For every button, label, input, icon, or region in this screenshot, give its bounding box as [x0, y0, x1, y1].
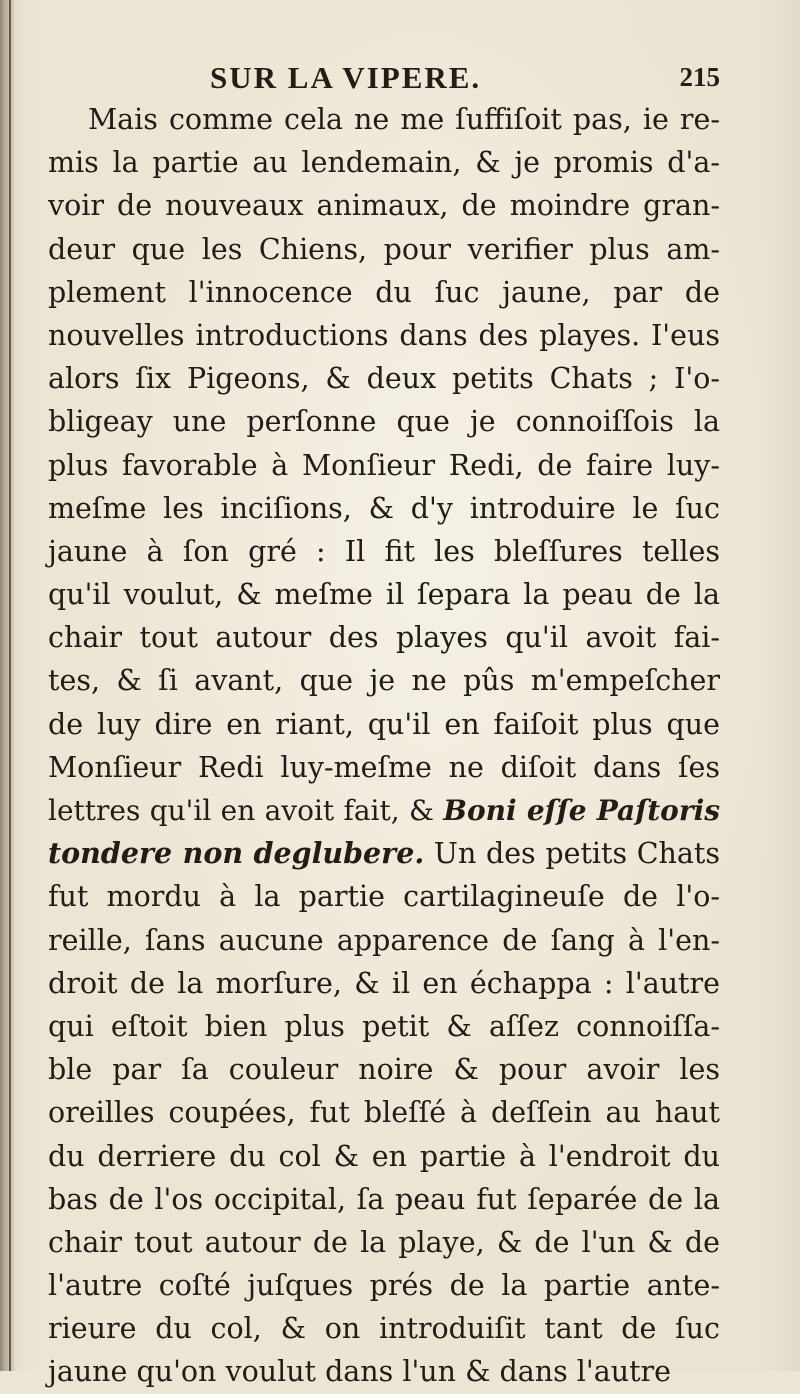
text-line: droit de la morſure, & il en échappa : l'autre: [48, 966, 720, 1000]
text-line-with-latin: [48, 789, 720, 832]
text-line: oreilles coupées, fut bleſſé à deſſein au haut: [48, 1096, 720, 1130]
text-line-with-latin: [48, 832, 720, 875]
text-line: qu'il voulut, & meſme il ſepara la peau de la: [48, 578, 720, 612]
text-line: voir de nouveaux animaux, de moindre gran-: [48, 189, 720, 223]
text-line: l'autre coſté juſques prés de la partie ante-: [48, 1269, 720, 1303]
text-line: ble par ſa couleur noire & pour avoir les: [48, 1053, 720, 1087]
text-line: Mais comme cela ne me ſuffiſoit pas, ie re-: [88, 103, 720, 136]
body-text: [48, 98, 720, 1394]
text-line: mis la partie au lendemain, & je promis d'a-: [48, 146, 720, 180]
text-line: meſme les inciſions, & d'y introduire le ſuc: [48, 491, 720, 525]
page-binding-edge: [9, 0, 11, 1371]
latin-quote-part-1: Boni eſſe Paſtoris: [443, 794, 720, 827]
page-binding-shadow: [0, 0, 14, 1371]
text-line: bligeay une perſonne que je connoiſſois la: [48, 405, 720, 439]
latin-quote-part-2: tondere non deglubere.: [48, 836, 425, 871]
text-line: plement l'innocence du ſuc jaune, par de: [48, 275, 720, 309]
text-line: bas de l'os occipital, ſa peau fut ſeparée de la: [48, 1182, 720, 1216]
text-line: fut mordu à la partie cartilagineuſe de l'o-: [48, 880, 720, 914]
text-line: tes, & ſi avant, que je ne pûs m'empeſcher: [48, 664, 720, 698]
text-line: jaune qu'on voulut dans l'un & dans l'autre: [48, 1355, 672, 1389]
page-header: [48, 54, 720, 98]
text-segment: lettres qu'il en avoit fait, &: [48, 794, 444, 827]
text-line: rieure du col, & on introduiſit tant de ſuc: [48, 1312, 720, 1346]
text-segment: Un des petits Chats: [424, 837, 720, 871]
text-line: jaune à ſon gré : Il fit les bleſſures telles: [48, 534, 720, 568]
text-line: de luy dire en riant, qu'il en faiſoit plus que: [48, 707, 720, 741]
text-line: reille, ſans aucune apparence de ſang à l'en-: [48, 923, 720, 957]
text-line: alors ſix Pigeons, & deux petits Chats ; I'o-: [48, 362, 720, 396]
text-line: chair tout autour de la playe, & de l'un & de: [48, 1225, 720, 1259]
text-line: chair tout autour des playes qu'il avoit fai-: [48, 621, 720, 655]
running-title: SUR LA VIPERE.: [210, 60, 482, 95]
page-number: 215: [679, 62, 720, 92]
text-line: plus favorable à Monſieur Redi, de faire luy-: [48, 448, 720, 482]
text-line: Monſieur Redi luy-meſme ne diſoit dans ſes: [48, 750, 720, 784]
text-line: qui eſtoit bien plus petit & aſſez connoiſſa-: [48, 1009, 720, 1043]
text-line: du derriere du col & en partie à l'endroit du: [48, 1139, 720, 1173]
text-line: deur que les Chiens, pour verifier plus am-: [48, 232, 720, 266]
text-line: nouvelles introductions dans des playes. I'eus: [48, 318, 720, 352]
